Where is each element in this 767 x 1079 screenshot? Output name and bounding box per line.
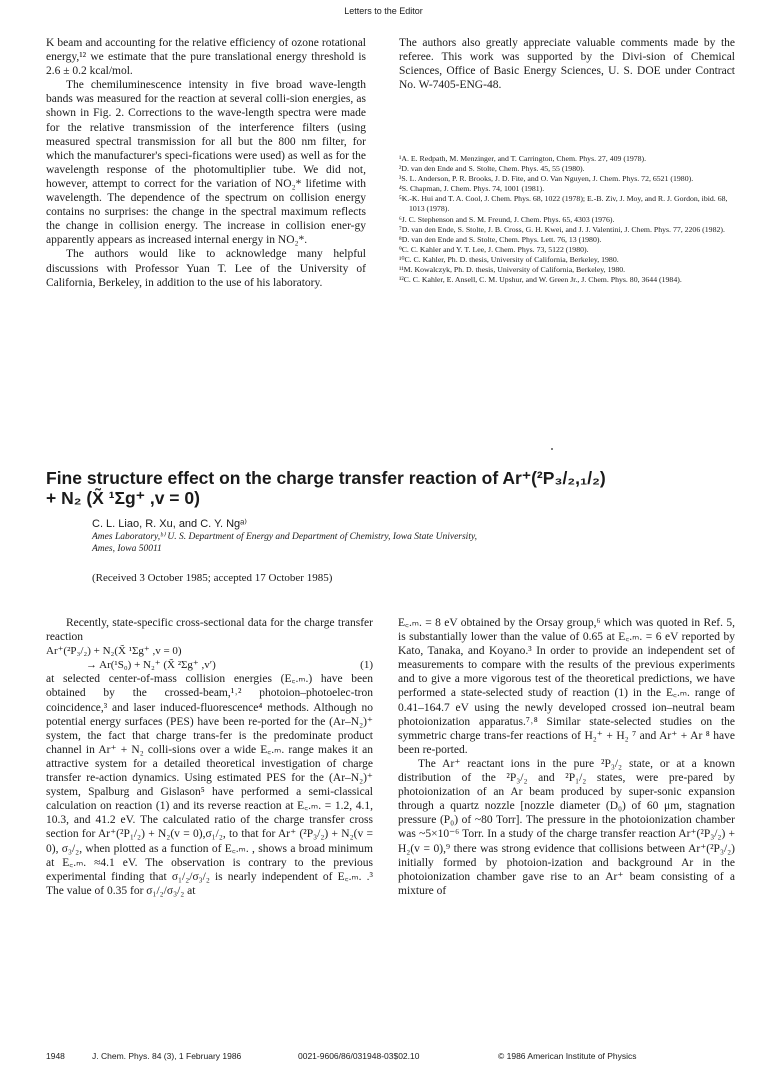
affiliation xyxy=(92,531,477,555)
reference-item: ¹⁰C. C. Kahler, Ph. D. thesis, University of California, Berkeley, 1980. xyxy=(399,254,619,264)
affiliation-line: Ames, Iowa 50011 xyxy=(92,544,162,554)
affiliation-line: Ames Laboratory,ᵇ⁾ U. S. Department of Energy and Department of Chemistry, Iowa State University, xyxy=(92,532,478,542)
article-code: 0021-9606/86/031948-03$02.10 xyxy=(298,1051,420,1061)
reference-item: ¹²C. C. Kahler, E. Ansell, C. M. Upshur, and W. Green Jr., J. Chem. Phys. 80, 3644 (1984). xyxy=(399,275,682,285)
received-dates: (Received 3 October 1985; accepted 17 October 1985) xyxy=(92,572,333,584)
top-left-column xyxy=(46,36,366,290)
reference-item: ⁴S. Chapman, J. Chem. Phys. 74, 1001 (1981). xyxy=(399,184,545,194)
body-right-column xyxy=(398,616,735,898)
equation-line: Ar⁺(²P₃/₂) + N₂(X̃ ¹Σg⁺ ,v = 0) xyxy=(46,645,182,658)
paragraph: The authors also greatly appreciate valuable comments made by the referee. This work was supported by the Divi-sion of Chemical Sciences, Office of Basic Energy Sciences, U. S. DOE under Contract No. W-7405-ENG-48. xyxy=(399,37,735,92)
copyright: © 1986 American Institute of Physics xyxy=(498,1051,637,1061)
reference-item: ⁸D. van den Ende and S. Stolte, Chem. Phys. Lett. 76, 13 (1980). xyxy=(399,234,602,244)
title-line: Fine structure effect on the charge transfer reaction of Ar⁺(²P₃/₂,₁/₂) xyxy=(46,468,606,488)
page-number: 1948 xyxy=(46,1051,65,1061)
author-list: C. L. Liao, R. Xu, and C. Y. Ngᵃ⁾ xyxy=(92,518,247,530)
journal-citation: J. Chem. Phys. 84 (3), 1 February 1986 xyxy=(92,1051,242,1061)
reference-item: ²D. van den Ende and S. Stolte, Chem. Phys. 45, 55 (1980). xyxy=(399,164,585,174)
paragraph: The Ar⁺ reactant ions in the pure ²P₃/₂ state, or at a known distribution of the ²P₃/₂ and ²P₁/₂ states, were pre-pared by photoionization of an Ar beam produced by super-sonic expansion through a quartz nozzle [nozzle diameter (D₀) of 60 μm, stagnation pressure (P₀) of ~80 Torr]. The pressure in the photoionization chamber was ~5×10⁻⁶ Torr. In a study of the charge transfer reaction Ar⁺(²P₃/₂) + H₂(v = 0),⁹ there was strong evidence that collisions between Ar⁺(²P₃/₂) initially formed by photoion-ization and background Ar in the photoionization chamber gave rise to an Ar⁺ beam consisting of a mixture of xyxy=(398,757,735,897)
paragraph: Recently, state-specific cross-sectional data for the charge transfer reaction xyxy=(46,617,373,644)
paragraph: at selected center-of-mass collision energies (E꜀.ₘ.) have been obtained by the crossed-beam,¹˒² photoion–photoelec-tron coincidence,³ and laser induced-fluorescence⁴ methods. Although no potential energy surfaces (PES) have been re-ported for the (Ar–N₂)⁺ system, the fact that charge trans-fer is the predominate product channel in Ar⁺ + N₂ colli-sions over a wide E꜀.ₘ. range makes it an attractive system for a detailed theoretical investigation of charge transfer re-action dynamics. Using estimated PES for the (Ar–N₂)⁺ system, Spalburg and Gislason⁵ have performed a semi-classical calculation on reaction (1) and its reverse reaction at E꜀.ₘ. = 1.2, 4.1, 10.3, and 41.2 eV. The calculated ratio of the charge transfer cross section for Ar⁺(²P₁/₂) + N₂(v = 0),σ₁/₂, to that for Ar⁺ (²P₃/₂) + N₂(v = 0), σ₃/₂, when plotted as a function of E꜀.ₘ. , shows a broad minimum at E꜀.ₘ. ≈4.1 eV. The observation is contrary to the previous experimental finding that σ₁/₂/σ₃/₂ is nearly independent of E꜀.ₘ. .³ The value of 0.35 for σ₁/₂/σ₃/₂ at xyxy=(46,673,373,897)
equation xyxy=(46,644,373,672)
reference-item: ⁵K.-K. Hui and T. A. Cool, J. Chem. Phys. 68, 1022 (1978); E.-B. Ziv, J. Moy, and R. J. Gordon, ibid. 68, 1013 (1978). xyxy=(399,194,728,214)
equation-number: (1) xyxy=(360,659,373,672)
running-head: Letters to the Editor xyxy=(344,6,423,16)
paragraph: The chemiluminescence intensity in five broad wave-length bands was measured for the reaction at several colli-sion energies, as shown in Fig. 2. Corrections to the wave-length spectra were made for the relative transmission of the interference filters (using measured spectral transmission for all but the 800 nm filter, for which the manufacturer's speci-fications were used) as well as for the wavelength response of the photomultiplier tube. We did not, however, attempt to correct for the variation of NO₂* lifetime with wavelength. The dependence of the spectrum on collision energy contains no surprises: the change in the spectral maximum reflects the change in collision energy. The increase in collision ener-gy apparently appears as increased internal energy in NO₂*. xyxy=(46,79,366,247)
paragraph: K beam and accounting for the relative efficiency of ozone rotational energy,¹² we estimate that the pure translational energy threshold is 2.6 ± 0.2 kcal/mol. xyxy=(46,37,366,78)
reference-list xyxy=(399,154,735,285)
title-line: + N₂ (X̃ ¹Σg⁺ ,v = 0) xyxy=(46,488,200,508)
reference-item: ⁶J. C. Stephenson and S. M. Freund, J. Chem. Phys. 65, 4303 (1976). xyxy=(399,214,615,224)
reference-item: ¹A. E. Redpath, M. Menzinger, and T. Carrington, Chem. Phys. 27, 409 (1978). xyxy=(399,154,647,163)
equation-line-numbered xyxy=(46,658,373,672)
equation-text: → Ar(¹S₀) + N₂⁺ (X̃ ²Σg⁺ ,v′) xyxy=(86,659,216,672)
reference-item: ¹¹M. Kowalczyk, Ph. D. thesis, University of California, Berkeley, 1980. xyxy=(399,265,626,275)
body-left-column xyxy=(46,616,373,898)
reference-item: ³S. L. Anderson, P. R. Brooks, J. D. Fite, and O. Van Nguyen, J. Chem. Phys. 72, 6521 (1980). xyxy=(399,174,694,184)
reference-item: ⁹C. C. Kahler and Y. T. Lee, J. Chem. Phys. 73, 5122 (1980). xyxy=(399,244,589,254)
paragraph: The authors would like to acknowledge many helpful discussions with Professor Yuan T. Lee of the University of California, Berkeley, in addition to the use of his laboratory. xyxy=(46,248,366,289)
article-title xyxy=(46,468,746,508)
reference-item: ⁷D. van den Ende, S. Stolte, J. B. Cross, G. H. Kwei, and J. J. Valentini, J. Chem. Phys. 77, 2206 (1982). xyxy=(399,224,725,234)
stray-mark xyxy=(551,448,553,450)
acknowledgment xyxy=(399,36,735,92)
paragraph: E꜀.ₘ. = 8 eV obtained by the Orsay group,⁶ which was quoted in Ref. 5, is substantially lower than the value of 0.65 at E꜀.ₘ. = 6 eV reported by Kato, Tanaka, and Koyano.³ In order to provide an independent set of measurements to compare with the results of the previous experiments and to give a more vigorous test of the theoretical predictions, we have performed a state-selected study of reaction (1) in the E꜀.ₘ. range of 0.41–164.7 eV using the newly developed crossed ion–neutral beam photoionization apparatus.⁷˒⁸ Similar state-selected studies on the symmetric charge trans-fer reactions of H₂⁺ + H₂ ⁷ and Ar⁺ + Ar ⁸ have been re-ported. xyxy=(398,617,735,756)
